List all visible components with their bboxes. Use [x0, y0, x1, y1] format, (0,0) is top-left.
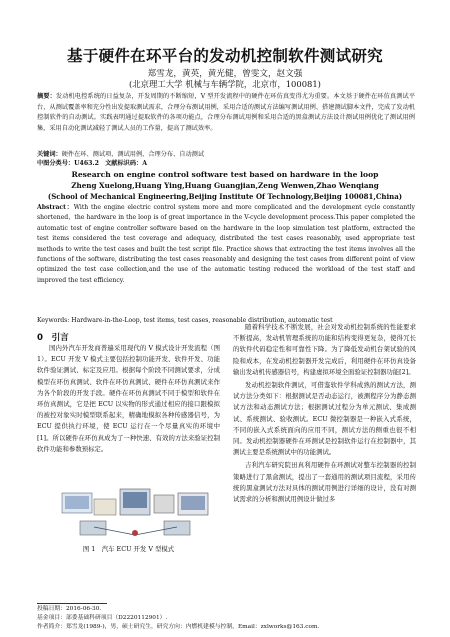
- left-column: [37, 343, 220, 457]
- author-list: 郑雪龙，黄英，黄光健，曾雯文，赵文强: [147, 69, 303, 79]
- paragraph: 国内外汽车开发商普遍采用现代的 V 模式设计开发流程（图 1）。ECU 开发 V 模式主要包括控制功能开发、软件开发、功能软件验证测试、标定及应用。根据每个阶段不同测试要求，分成模型在环仿真测试、软件在环仿真测试、硬件在环仿真测试来作为各个阶段的开发手段。硬件在环仿真测试不同于模型和软件在环仿真测试，它是把 ECU 以实物的形式通过相应的接口跟模拟的被控对象实时模型联系起来，精确地模拟各种传感器信号，为 ECU 提供执行环境，使 ECU 运行在一个尽量真实的环境中[1]。所以硬件在环仿真成为了一种快速、有效的方法来验证控制软件功能和参数预标定。: [37, 344, 220, 453]
- keywords-cn: [37, 150, 415, 159]
- v-model-figure: [60, 487, 210, 539]
- abstract-en-label: Abstract：: [37, 204, 74, 211]
- abstract-cn-text: 发动机电控系统的日益复杂，开发周期的不断缩短，V 型开发流程中的硬件在环仿真变得尤为重要。本文基于硬件在环仿真测试平台，从测试覆盖率和充分性出发提取测试需求，合理分布测试用例，采用合适的测试方法编写测试用例、搭建测试脚本文件，完成了发动机控制软件的自动测试。实践表明通过提取软件的各项功能点，合理分布测试用例和采用合适的黑盒测试方法设计测试用例优化了测试用例集，采用自动化测试减轻了测试人员的工作量，提高了测试效率。: [37, 93, 416, 132]
- doc-code-label: 文献标识码：: [105, 160, 143, 167]
- footnote-received: 投稿日期：2016-06-30.: [37, 606, 102, 612]
- abstract-en-text: With the engine electric control system more and more complicated and the development cycle constantly shortened，the hardware in the loop is of great importance in the V-cycle development process.This paper completed the automatic test of engine controller software based on the hardware in the loop simulation test platform, extracted the test items considered the test coverage and adequacy, distributed the test cases reasonably, used appropriate test methods to write the test cases and built the test script file. Practice shows that extracting the test items involves all the functions of the software, distributing the test cases reasonably and designing the test cases from different point of view optimized the test case collection,and the use of the automatic testing reduced the workload of the test staff and improved the test efficiency.: [37, 204, 416, 284]
- footnotes: [37, 605, 417, 631]
- affiliation: (北京理工大学 机械与车辆学院，北京市，100081): [129, 79, 321, 89]
- paragraph: 发动机控制软件测试，可借鉴软件学科成熟的测试方法，测试方法分类如下：根据测试是否动态运行，被测程序分为静态测试方法和动态测试方法；根据测试过程分为单元测试、集成测试、系统测试、验收测试。ECU 微控制器是一种嵌入式系统，不同的嵌入式系统面向的应用不同，测试方法的侧重也很不相同。发动机控制器硬件在环测试是控制软件运行在控制器中，其测试主要是系统测试中的功能测试。: [233, 381, 416, 457]
- abstract-cn: [37, 92, 415, 134]
- right-column: [233, 322, 416, 507]
- footnote-funding: 基金项目：部委基础科研项目（D2220112901）.: [37, 614, 168, 621]
- english-title: Research on engine control software test based on hardware in the loop: [71, 170, 379, 179]
- figure-caption: 图 1 汽车 ECU 开发 V 型模式: [82, 545, 175, 553]
- section-heading-introduction: 0 引言: [37, 333, 69, 343]
- abstract-en: [37, 203, 415, 286]
- english-affiliation: (School of Mechanical Engineering,Beijing Institute Of Technology,Beijing 100081,China): [47, 192, 403, 201]
- abstract-cn-label: 摘要：: [37, 93, 56, 100]
- classification-line: [37, 159, 415, 168]
- clc-label: 中图分类号：: [37, 160, 75, 167]
- paragraph: 随着科学技术不断发展，社会对发动机控制系统的性能要求不断提高，发动机管理系统的功能和结构变得更复杂，使得冗长的软件代码稳定性和可靠性下降。为了降低发动机台架试验的风险和成本，在发动机控制器开发完成后，利用硬件在环仿真设备输出发动机传感器信号，构建虚拟环境全面验证控制器功能[2]。: [233, 323, 416, 376]
- footnote-rule: [37, 603, 107, 604]
- keywords-en-label: Keywords:: [37, 317, 70, 324]
- footnote-author: 作者简介：郑雪龙(1989-)，男，硕士研究生，研究方向：内燃机建模与控制，Email：zxlworks@163.com.: [37, 623, 320, 630]
- doc-code-value: A: [142, 160, 148, 167]
- paragraph: 吉利汽车研究院田真利用硬件在环测试对整车控制器的控制策略进行了黑盒测试，提出了一套通用的测试项目流程，采用传统的黑盒测试方法对具体的测试用例进行详细的设计，没有对测试需求的分析和测试用例设计做过多: [233, 461, 416, 504]
- keywords-cn-text: 硬件在环、测试项、测试用例、合理分布、自动测试: [61, 151, 205, 158]
- keywords-cn-label: 关键词：: [37, 151, 62, 158]
- keywords-en-text: Hardware-in-the-Loop, test items, test cases, reasonable distribution, automatic test: [71, 317, 333, 324]
- clc-value: U463.2: [74, 160, 99, 167]
- english-authors: Zheng Xuelong,Huang Ying,Huang Guangjian,Zeng Wenwen,Zhao Wenqiang: [71, 181, 379, 190]
- paper-title: 基于硬件在环平台的发动机控制软件测试研究: [66, 47, 383, 65]
